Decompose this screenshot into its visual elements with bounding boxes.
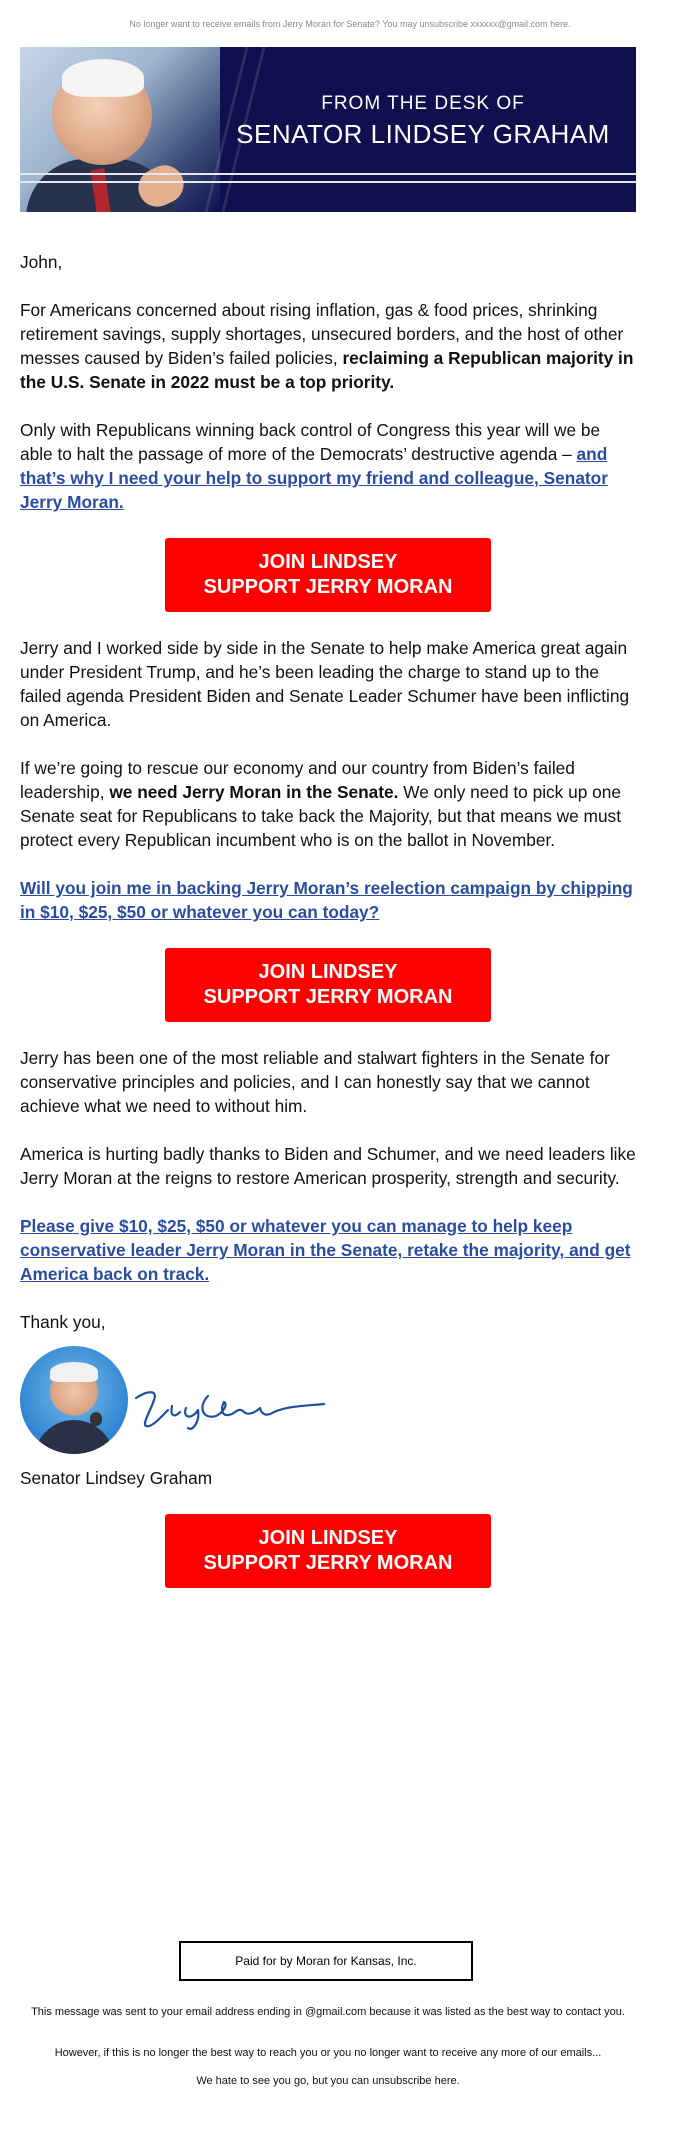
paragraph-2-text: Only with Republicans winning back control of Congress this year will we be able to halt the passage of more of the Democrats’ destructive agenda –: [20, 420, 601, 464]
paragraph-2: [20, 418, 636, 514]
donate-link-1[interactable]: Will you join me in backing Jerry Moran’s reelection campaign by chipping in $10, $25, $50 or whatever you can today?: [20, 878, 633, 922]
microphone-icon: [90, 1412, 102, 1426]
header-banner: [20, 47, 636, 212]
support-moran-link[interactable]: and that’s why I need your help to support my friend and colleague, Senator Jerry Moran.: [20, 444, 608, 512]
avatar-suit: [34, 1420, 114, 1454]
signature-block: [20, 1346, 636, 1456]
avatar-hair: [50, 1362, 98, 1382]
greeting: John,: [20, 252, 63, 272]
email-body: [20, 250, 636, 1612]
paragraph-1-bold: reclaiming a Republican majority in the U.S. Senate in 2022 must be a top priority.: [20, 348, 634, 392]
signature-image: [128, 1376, 328, 1436]
paragraph-1: [20, 298, 636, 394]
signer-name: Senator Lindsey Graham: [20, 1468, 213, 1488]
paragraph-4-text-before: If we’re going to rescue our economy and our country from Biden’s failed leadership,: [20, 758, 575, 802]
paragraph-1-text: For Americans concerned about rising inflation, gas & food prices, shrinking retirement savings, supply shortages, unsecured borders, and the host of other messes caused by Biden’s failed policies,: [20, 300, 624, 368]
paragraph-8: [20, 1214, 636, 1286]
cta-line-1: JOIN LINDSEY: [258, 961, 398, 983]
paragraph-6: Jerry has been one of the most reliable and stalwart fighters in the Senate for conservative principles and policies, and I can honestly say that we cannot achieve what we need to without him.: [20, 1048, 610, 1116]
paid-for-disclaimer: Paid for by Moran for Kansas, Inc.: [179, 1941, 473, 1981]
banner-rule: [20, 181, 636, 183]
footer-sent-notice: This message was sent to your email address ending in @gmail.com because it was listed as the best way to contact you.: [31, 2006, 625, 2018]
paragraph-3: Jerry and I worked side by side in the Senate to help make America great again under President Trump, and he’s been leading the charge to stand up to the failed agenda President Biden and Senate Leader Schumer have been inflicting on America.: [20, 638, 630, 730]
paragraph-4-text-after: We only need to pick up one Senate seat for Republicans to take back the Majority, but that means we must protect every Republican incumbent who is on the ballot in November.: [20, 782, 621, 850]
join-lindsey-button-2[interactable]: [165, 948, 491, 1022]
banner-photo-senator: [20, 47, 220, 212]
avatar: [20, 1346, 128, 1454]
cta-line-2: SUPPORT JERRY MORAN: [203, 576, 453, 598]
paragraph-4-bold: we need Jerry Moran in the Senate.: [109, 782, 399, 802]
closing: Thank you,: [20, 1312, 106, 1332]
cta-line-1: JOIN LINDSEY: [258, 551, 398, 573]
banner-line-2: SENATOR LINDSEY GRAHAM: [236, 119, 610, 149]
paragraph-7: America is hurting badly thanks to Biden and Schumer, and we need leaders like Jerry Moran at the reigns to restore American prosperity, strength and security.: [20, 1144, 636, 1188]
banner-line-1: FROM THE DESK OF: [321, 93, 525, 114]
paragraph-4: [20, 756, 636, 852]
preheader-unsubscribe[interactable]: No longer want to receive emails from Jerry Moran for Senate? You may unsubscribe xxxxxx@gmail.com here.: [129, 19, 571, 29]
banner-photo-hair: [62, 59, 144, 97]
join-lindsey-button-3[interactable]: [165, 1514, 491, 1588]
donate-link-2[interactable]: Please give $10, $25, $50 or whatever you can manage to help keep conservative leader Jerry Moran in the Senate, retake the majority, and get America back on track.: [20, 1216, 631, 1284]
paragraph-5: [20, 876, 636, 924]
cta-line-2: SUPPORT JERRY MORAN: [203, 1552, 453, 1574]
cta-line-1: JOIN LINDSEY: [258, 1527, 398, 1549]
banner-rule: [20, 173, 636, 175]
footer-unsubscribe-link[interactable]: We hate to see you go, but you can unsubscribe here.: [196, 2075, 460, 2087]
join-lindsey-button-1[interactable]: [165, 538, 491, 612]
cta-line-2: SUPPORT JERRY MORAN: [203, 986, 453, 1008]
footer-unsubscribe-notice: However, if this is no longer the best way to reach you or you no longer want to receive any more of our emails...: [54, 2047, 602, 2059]
